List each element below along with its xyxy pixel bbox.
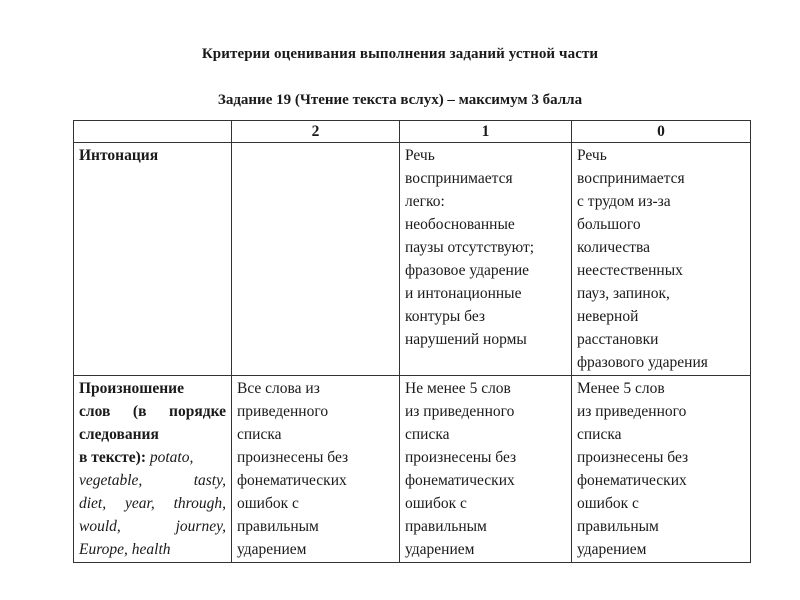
cell-line: ударением: [237, 541, 307, 558]
cell-line: фонематических: [405, 472, 515, 489]
word-list-item: potato,: [149, 449, 194, 466]
word-list-line: Europe, health: [79, 541, 171, 558]
criterion-label: Произношение: [79, 380, 184, 397]
cell-line: Менее 5 слов: [577, 380, 665, 397]
score-2-cell-pronunciation: [232, 376, 400, 563]
cell-line: правильным: [237, 518, 319, 535]
cell-line: необоснованные: [405, 216, 515, 233]
cell-line: из приведенного: [405, 403, 515, 420]
cell-line: воспринимается: [405, 170, 513, 187]
cell-line: фонематических: [237, 472, 347, 489]
cell-line: Не менее 5 слов: [405, 380, 511, 397]
cell-line: неверной: [577, 308, 639, 325]
cell-line: правильным: [577, 518, 659, 535]
criteria-table: [73, 120, 751, 563]
cell-line: из приведенного: [577, 403, 687, 420]
score-0-cell-pronunciation: [572, 376, 751, 563]
cell-line: с трудом из-за: [577, 193, 671, 210]
table-row-pronunciation: [74, 376, 751, 563]
criterion-label: следования: [79, 426, 159, 443]
cell-line: количества: [577, 239, 651, 256]
cell-line: большого: [577, 216, 641, 233]
criterion-label: Интонация: [79, 147, 159, 164]
task-subtitle: Задание 19 (Чтение текста вслух) – максимум 3 балла: [217, 92, 583, 108]
criterion-label: в тексте):: [79, 449, 146, 466]
score-1-cell-intonation: [400, 143, 572, 376]
cell-line: фонематических: [577, 472, 687, 489]
header-cell-score-2: 2: [232, 121, 400, 143]
criterion-label-line: [79, 446, 226, 469]
criterion-cell-pronunciation: [74, 376, 232, 563]
cell-line: Речь: [405, 147, 435, 164]
cell-line: ошибок с: [577, 495, 639, 512]
cell-line: неестественных: [577, 262, 683, 279]
score-2-cell-intonation: [232, 143, 400, 376]
cell-line: нарушений нормы: [405, 331, 527, 348]
cell-line: контуры без: [405, 308, 486, 325]
header-cell-score-1: 1: [400, 121, 572, 143]
cell-line: произнесены без: [237, 449, 349, 466]
cell-line: списка: [577, 426, 622, 443]
cell-line: паузы отсутствуют;: [405, 239, 535, 256]
header-cell-score-0: 0: [572, 121, 751, 143]
word-list-line: vegetable, tasty,: [79, 472, 226, 489]
score-0-cell-intonation: [572, 143, 751, 376]
cell-line: ошибок с: [237, 495, 299, 512]
document-title: Критерии оценивания выполнения заданий устной части: [201, 46, 599, 62]
cell-line: и интонационные: [405, 285, 522, 302]
cell-line: списка: [237, 426, 282, 443]
criterion-label: слов (в порядке: [79, 403, 226, 420]
cell-line: произнесены без: [577, 449, 689, 466]
cell-line: ударением: [405, 541, 475, 558]
word-list-line: diet, year, through,: [79, 495, 226, 512]
header-cell-criterion: [74, 121, 232, 143]
cell-line: фразового ударения: [577, 354, 708, 371]
cell-line: ошибок с: [405, 495, 467, 512]
cell-line: пауз, запинок,: [577, 285, 670, 302]
cell-line: ударением: [577, 541, 647, 558]
cell-line: легко:: [405, 193, 445, 210]
cell-line: произнесены без: [405, 449, 517, 466]
score-1-cell-pronunciation: [400, 376, 572, 563]
header-row: [74, 121, 751, 143]
cell-line: приведенного: [237, 403, 329, 420]
cell-line: правильным: [405, 518, 487, 535]
cell-line: расстановки: [577, 331, 659, 348]
cell-line: списка: [405, 426, 450, 443]
word-list-line: would, journey,: [79, 518, 226, 535]
cell-line: фразовое ударение: [405, 262, 529, 279]
cell-line: воспринимается: [577, 170, 685, 187]
table-row-intonation: [74, 143, 751, 376]
cell-line: Речь: [577, 147, 607, 164]
criterion-cell-intonation: [74, 143, 232, 376]
cell-line: Все слова из: [237, 380, 320, 397]
